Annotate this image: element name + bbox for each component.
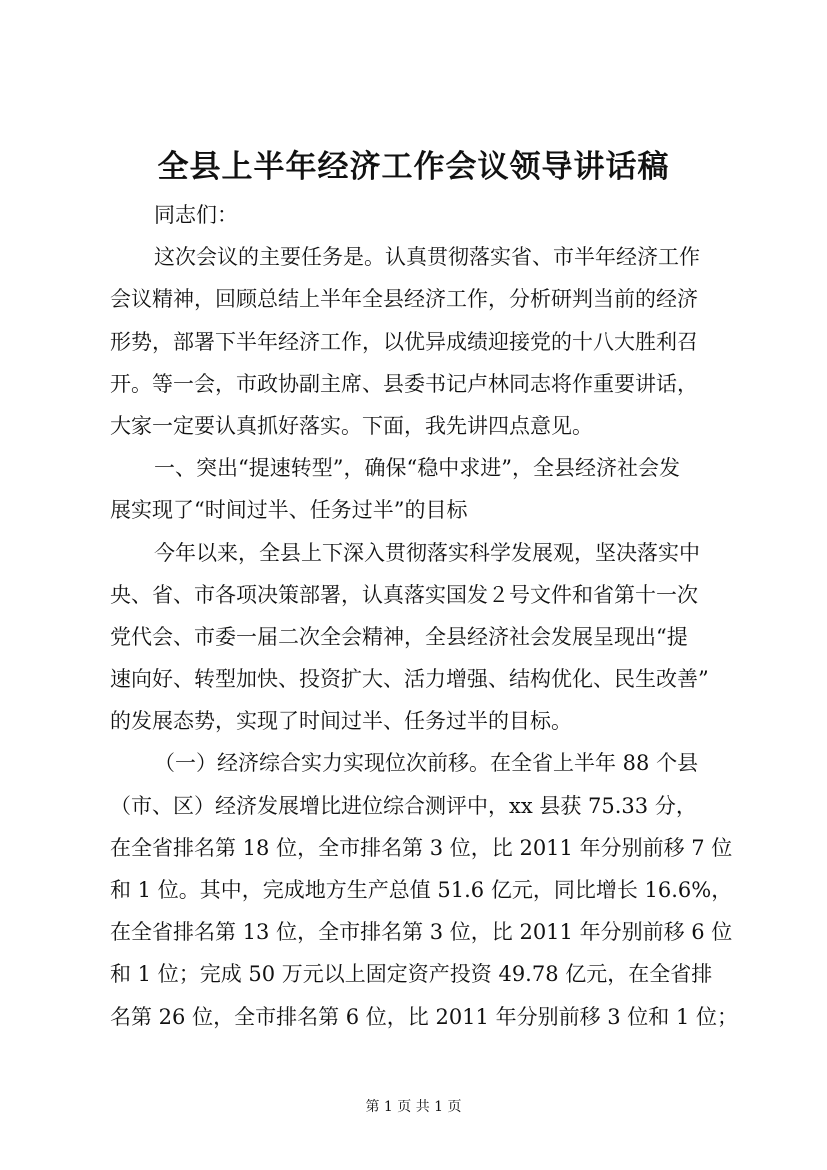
paragraph-line: 这次会议的主要任务是。认真贯彻落实省、市半年经济工作 bbox=[154, 245, 700, 270]
paragraph-line: （市、区）经济发展增比进位综合测评中，xx 县获 75.33 分， bbox=[110, 793, 697, 818]
paragraph-line: 在全省排名第 13 位，全市排名第 3 位，比 2011 年分别前移 6 位 bbox=[110, 920, 733, 945]
paragraph-line: 速向好、转型加快、投资扩大、活力增强、结构优化、民生改善” bbox=[110, 667, 709, 692]
paragraph-line: 大家一定要认真抓好落实。下面，我先讲四点意见。 bbox=[110, 413, 593, 438]
page-number-footer: 第 1 页 共 1 页 bbox=[365, 1099, 462, 1115]
paragraph-line: （一）经济综合实力实现位次前移。在全省上半年 88 个县 bbox=[154, 751, 699, 776]
document-body bbox=[110, 194, 738, 1038]
paragraph-line: 形势，部署下半年经济工作，以优异成绩迎接党的十八大胜利召 bbox=[110, 329, 698, 354]
section-heading-line: 展实现了“时间过半、任务过半”的目标 bbox=[110, 498, 468, 523]
paragraph-line: 会议精神，回顾总结上半年全县经济工作，分析研判当前的经济 bbox=[110, 287, 698, 312]
paragraph-line: 名第 26 位，全市排名第 6 位，比 2011 年分别前移 3 位和 1 位； bbox=[110, 1004, 738, 1029]
paragraph-line: 今年以来，全县上下深入贯彻落实科学发展观，坚决落实中 bbox=[154, 540, 700, 565]
salutation-line: 同志们： bbox=[154, 203, 238, 227]
document-title: 全县上半年经济工作会议领导讲话稿 bbox=[157, 149, 670, 185]
paragraph-line: 党代会、市委一届二次全会精神，全县经济社会发展呈现出“提 bbox=[110, 624, 688, 649]
paragraph-line: 和 1 位；完成 50 万元以上固定资产投资 49.78 亿元，在全省排 bbox=[110, 962, 713, 987]
section-heading-line: 一、突出“提速转型”，确保“稳中求进”，全县经济社会发 bbox=[154, 456, 680, 481]
paragraph-line: 的发展态势，实现了时间过半、任务过半的目标。 bbox=[110, 709, 572, 734]
paragraph-line: 央、省、市各项决策部署，认真落实国发２号文件和省第十一次 bbox=[110, 582, 698, 607]
paragraph-line: 在全省排名第 18 位，全市排名第 3 位，比 2011 年分别前移 7 位 bbox=[110, 835, 733, 860]
paragraph-line: 开。等一会，市政协副主席、县委书记卢林同志将作重要讲话， bbox=[110, 371, 698, 396]
paragraph-line: 和 1 位。其中，完成地方生产总值 51.6 亿元，同比增长 16.6%， bbox=[110, 878, 733, 902]
